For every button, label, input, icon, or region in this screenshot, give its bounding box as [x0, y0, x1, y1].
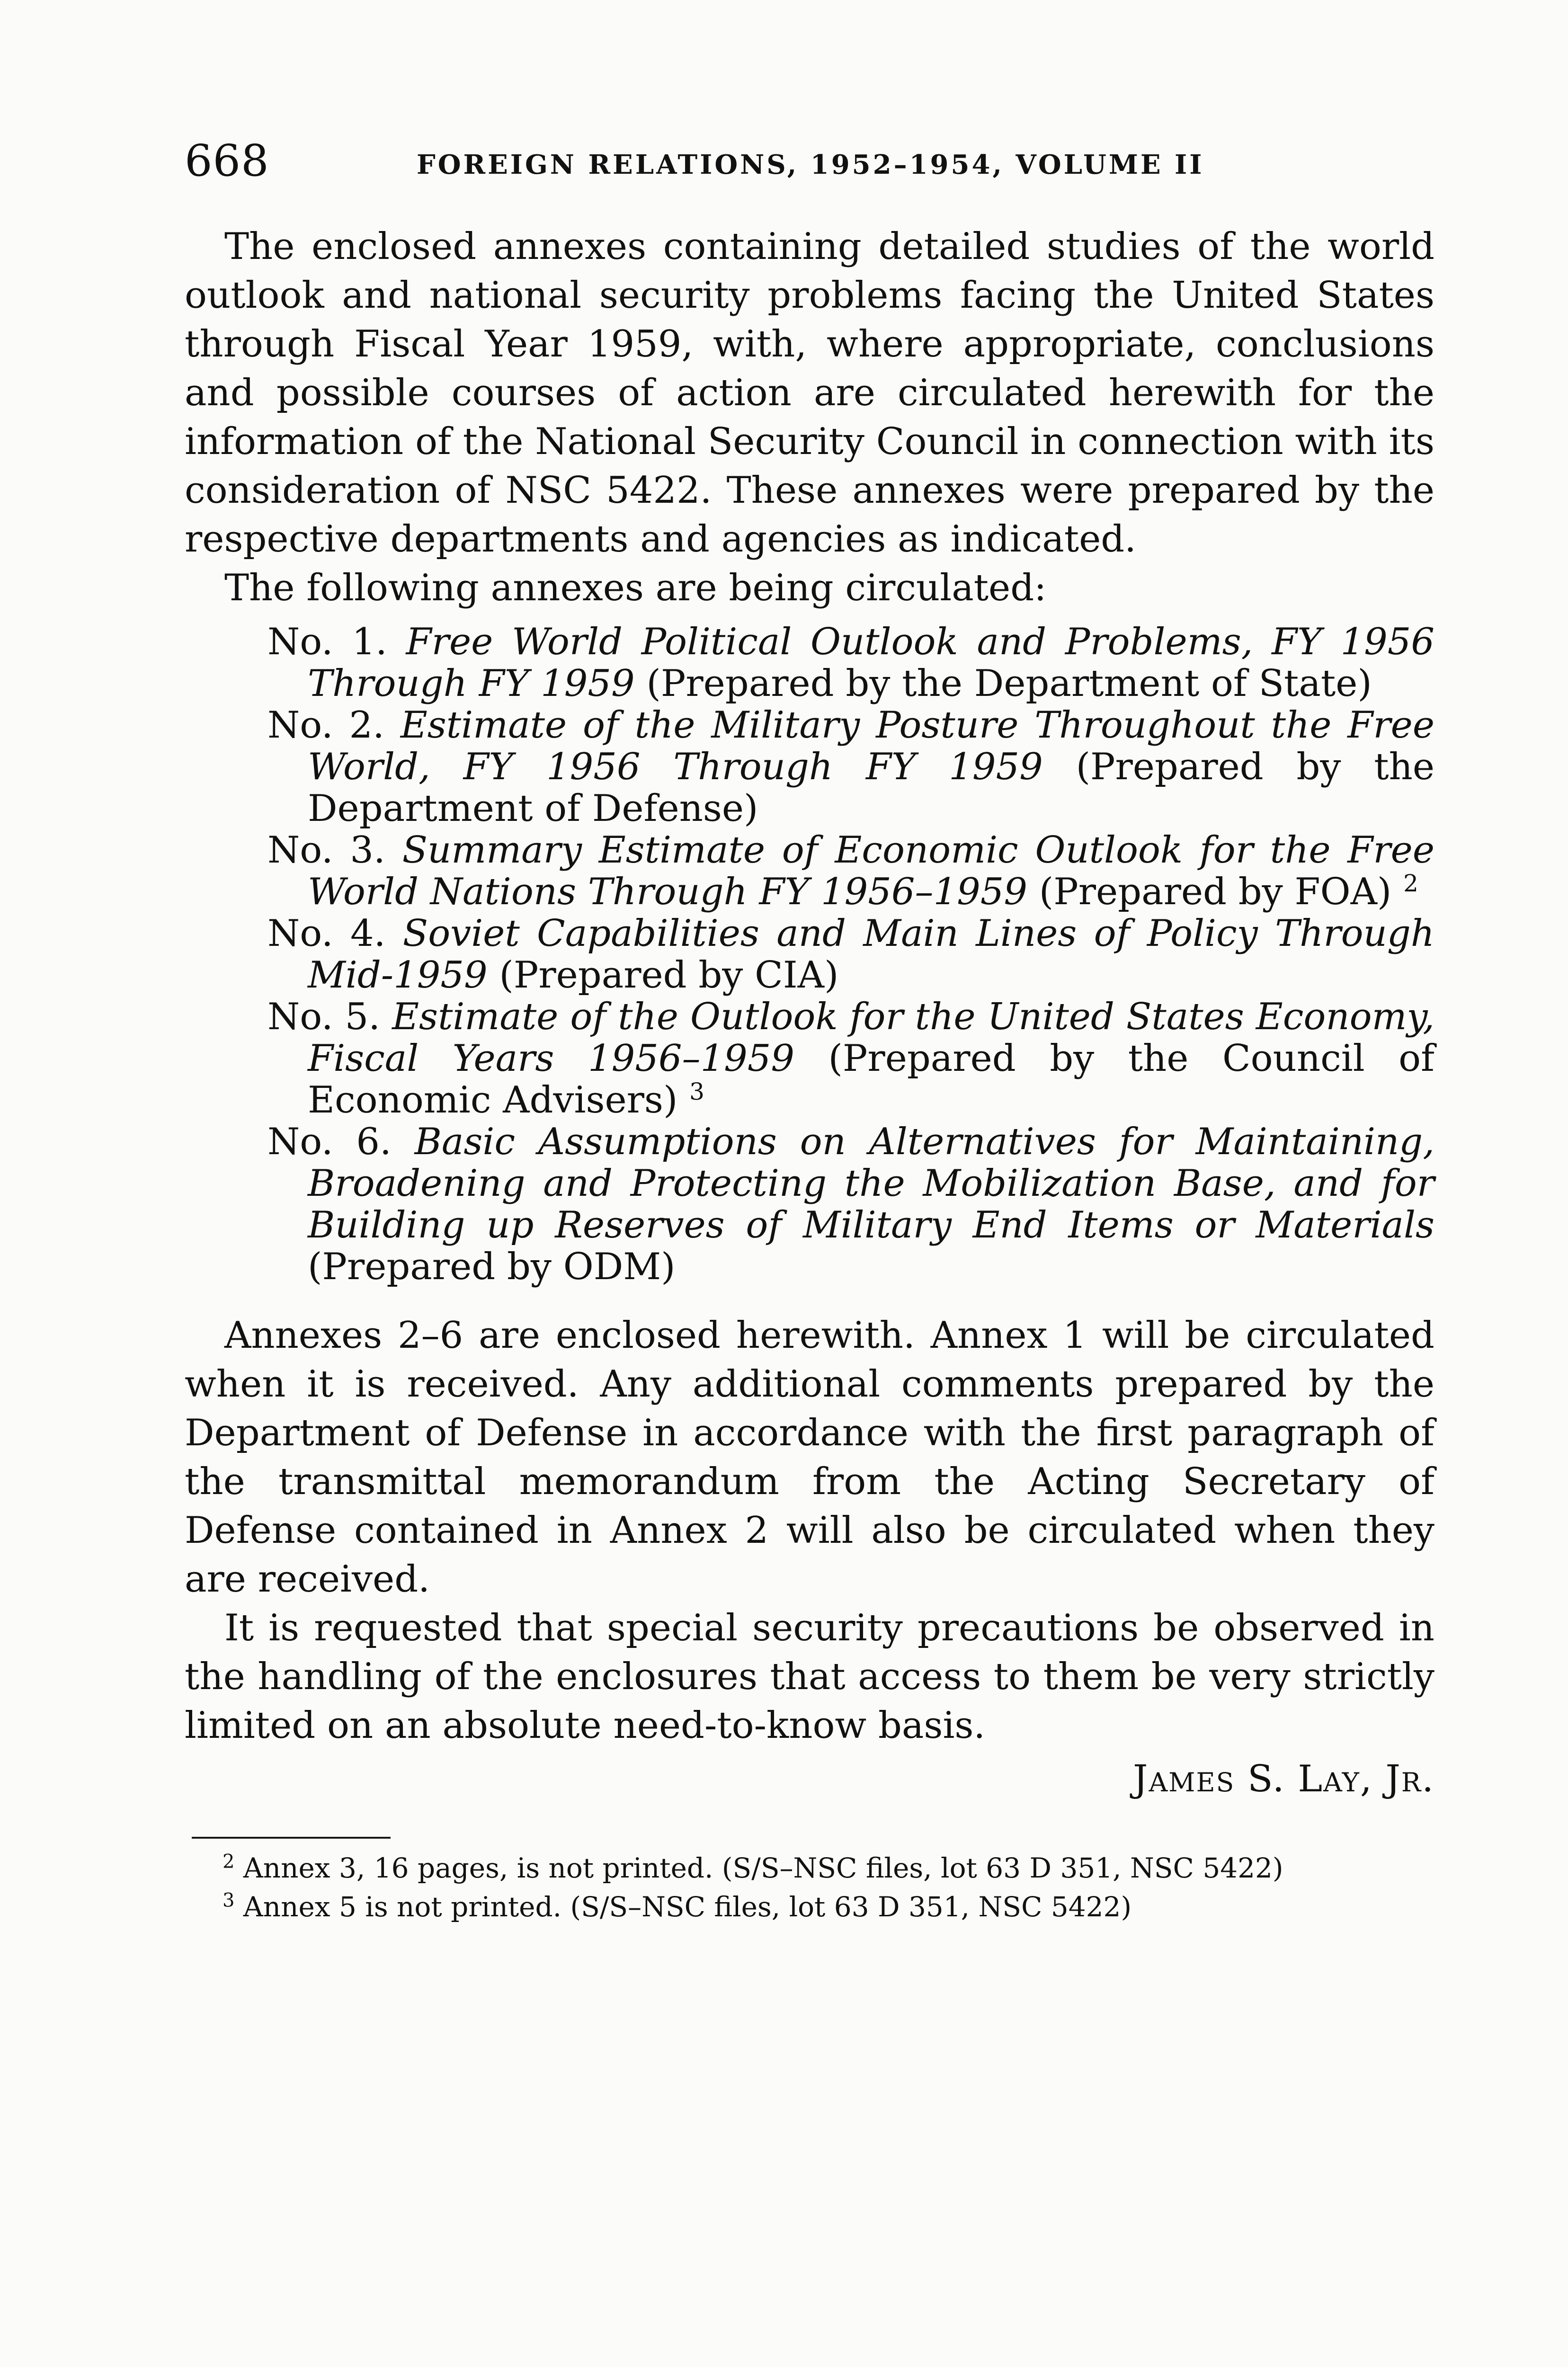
annex-title: Basic Assumptions on Alternatives for Maintaining, Broadening and Protecting the Mobilization Base, and for Building up Reserves of Military End Items or Materials: [308, 1121, 1434, 1246]
footnote-3: [223, 1887, 1416, 1926]
annex-title: Estimate of the Military Posture Throughout the Free World, FY 1956 Through FY 1959: [308, 704, 1434, 788]
annex-item-1: [267, 621, 1434, 704]
footnote-divider: [192, 1837, 391, 1839]
annex-number: No. 4.: [267, 912, 386, 955]
annex-title: Summary Estimate of Economic Outlook for the Free World Nations Through FY 1956–1959: [308, 829, 1434, 913]
annex-item-4: [267, 913, 1434, 996]
footnotes: [223, 1849, 1416, 1926]
footnote-reference: 3: [689, 1078, 704, 1105]
intro-paragraph: The enclosed annexes containing detailed studies of the world outlook and national security problems facing the United States through Fiscal Year 1959, with, where appropriate, conclusions and possible courses of action are circulated herewith for the information of the National Security Council in connection with its consideration of NSC 5422. These annexes were prepared by the respective departments and agencies as indicated.: [185, 225, 1434, 561]
annex-number: No. 1.: [267, 621, 387, 663]
running-head: [185, 135, 1434, 187]
annex-list: [185, 621, 1434, 1288]
annex-number: No. 5.: [267, 996, 381, 1038]
running-title: FOREIGN RELATIONS, 1952–1954, VOLUME II: [417, 149, 1204, 180]
footnote-2: [223, 1849, 1416, 1887]
annex-number: No. 2.: [267, 704, 384, 747]
footnote-text: Annex 5 is not printed. (S/S–NSC files, lot 63 D 351, NSC 5422): [243, 1891, 1132, 1923]
closing-paragraph-2: It is requested that special security precautions be observed in the handling of the enclosures that access to them be very strictly limited on an absolute need-to-know basis.: [185, 1607, 1434, 1747]
footnote-mark: 2: [223, 1851, 235, 1873]
annex-title: Estimate of the Outlook for the United States Economy, Fiscal Years 1956–1959: [308, 996, 1434, 1080]
annex-title: Soviet Capabilities and Main Lines of Policy Through Mid-1959: [308, 912, 1435, 997]
annex-preparer: (Prepared by the Council of Economic Advisers): [308, 1037, 1435, 1121]
footnote-mark: 3: [223, 1889, 235, 1912]
body-text: [185, 222, 1434, 1804]
annex-item-2: [267, 704, 1434, 829]
annex-item-5: [267, 996, 1434, 1121]
closing-paragraph-1: Annexes 2–6 are enclosed herewith. Annex 1 will be circulated when it is received. Any additional comments prepared by the Department of Defense in accordance with the first paragraph of the transmittal memorandum from the Acting Secretary of Defense contained in Annex 2 will also be circulated when they are received.: [185, 1314, 1434, 1601]
annex-item-6: [267, 1121, 1434, 1288]
footnote-reference: 2: [1403, 870, 1418, 897]
annex-item-3: [267, 829, 1434, 913]
annex-preparer: (Prepared by FOA): [1039, 871, 1392, 913]
signature: James S. Lay, Jr.: [1133, 1758, 1434, 1800]
annex-preparer: (Prepared by CIA): [499, 954, 839, 997]
page-number: 668: [185, 135, 269, 186]
annex-preparer: (Prepared by ODM): [308, 1246, 676, 1288]
annex-preparer: (Prepared by the Department of State): [646, 662, 1372, 705]
annex-preparer: (Prepared by the Department of Defense): [308, 746, 1435, 830]
annex-title: Free World Political Outlook and Problems, FY 1956 Through FY 1959: [308, 621, 1434, 705]
annex-number: No. 3.: [267, 829, 385, 872]
list-intro: The following annexes are being circulated:: [224, 567, 1047, 609]
annex-number: No. 6.: [267, 1121, 392, 1163]
footnote-text: Annex 3, 16 pages, is not printed. (S/S–NSC files, lot 63 D 351, NSC 5422): [243, 1852, 1283, 1884]
